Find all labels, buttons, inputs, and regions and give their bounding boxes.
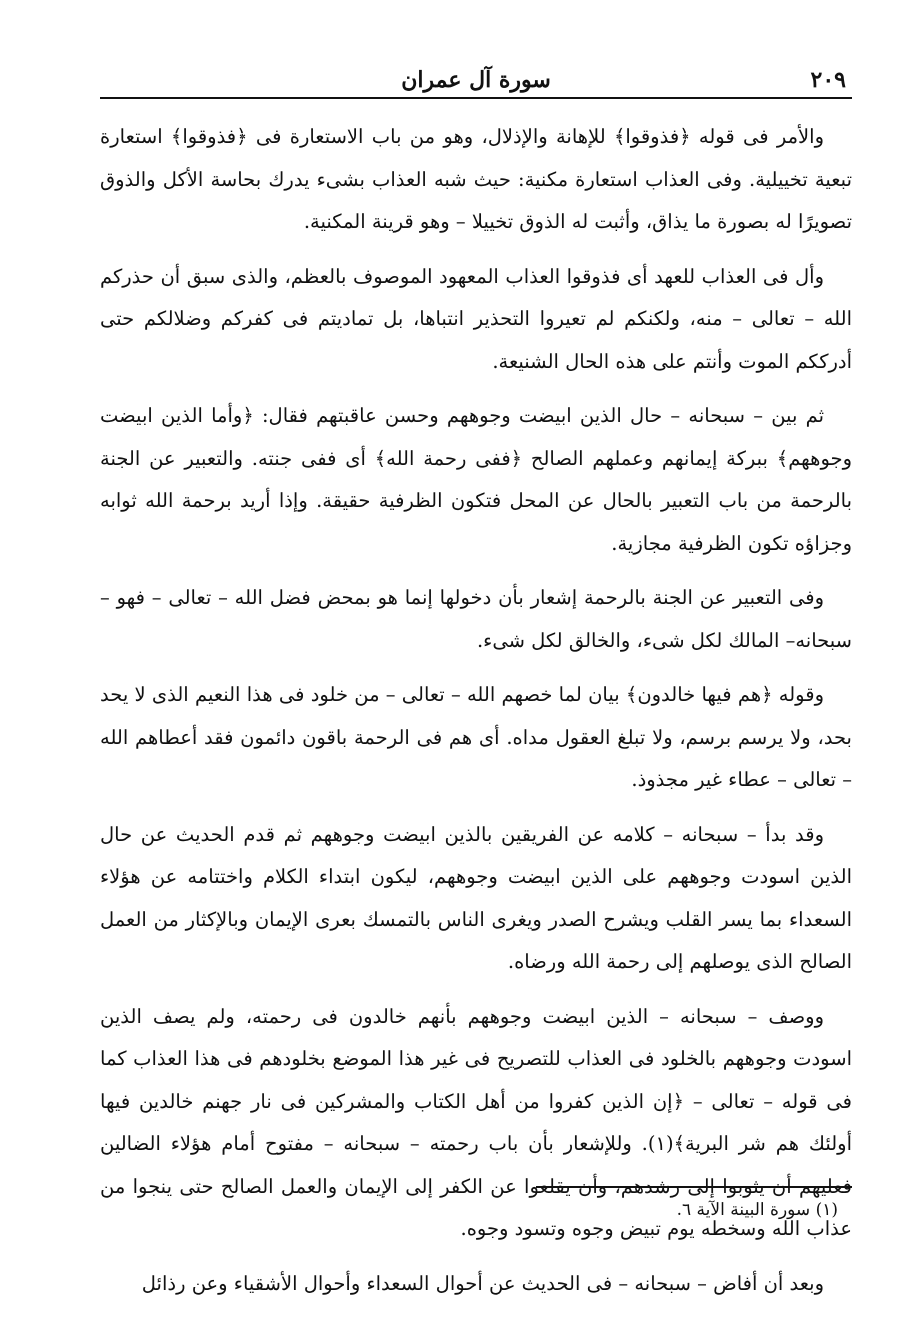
page-number: ٢٠٩ [810, 67, 846, 93]
main-text [100, 116, 852, 1317]
book-page [100, 0, 852, 1313]
paragraph: وفى التعبير عن الجنة بالرحمة إشعار بأن دخولها إنما هو بمحض فضل الله – تعالى – فهو –سبحانه– المالك لكل شىء، والخالق لكل شىء. [100, 586, 852, 652]
footnote-rule [536, 1186, 852, 1188]
paragraph: وقوله ﴿هم فيها خالدون﴾ بيان لما خصهم الله – تعالى – من خلود فى هذا النعيم الذى لا يحد بحد، ولا يرسم برسم، ولا تبلغ العقول مداه. أى هم فى الرحمة باقون دائمون فقد أعطاهم الله – تعالى – عطاء غير مجذوذ. [100, 683, 852, 791]
running-title: سورة آل عمران [401, 67, 551, 93]
paragraph: وقد بدأ – سبحانه – كلامه عن الفريقين بالذين ابيضت وجوههم ثم قدم الحديث عن حال الذين اسودت وجوههم على الذين ابيضت وجوههم، ليكون ابتداء الكلام واختتامه عن هؤلاء السعداء بما يسر القلب ويشرح الصدر ويغرى الناس بالتمسك بعرى الإيمان وبالإكثار من العمل الصالح الذى يوصلهم إلى رحمة الله ورضاه. [100, 822, 852, 973]
header-rule [100, 97, 852, 99]
paragraph: ووصف – سبحانه – الذين ابيضت وجوههم بأنهم خالدون فى رحمته، ولم يصف الذين اسودت وجوههم بالخلود فى العذاب للتصريح فى غير هذا الموضع بخلودهم فى هذا العذاب كما فى قوله – تعالى – ﴿إن الذين كفروا من أهل الكتاب والمشركين فى نار جهنم خالدين فيها أولئك هم شر البرية﴾(١). وللإشعار بأن باب رحمته – سبحانه – مفتوح أمام هؤلاء الضالين فعليهم أن يثوبوا إلى رشدهم، وأن يقلعوا عن الكفر إلى الإيمان والعمل الصالح حتى ينجوا من عذاب الله وسخطه يوم تبيض وجوه وتسود وجوه. [100, 1004, 853, 1240]
footnote: (١) سورة البينة الآية ٦. [676, 1200, 838, 1220]
paragraph: وأل فى العذاب للعهد أى فذوقوا العذاب المعهود الموصوف بالعظم، والذى سبق أن حذركم الله – تعالى – منه، ولكنكم لم تعيروا التحذير انتباها، بل تماديتم فى كفركم وضلالكم حتى أدرككم الموت وأنتم على هذه الحال الشنيعة. [100, 264, 852, 373]
paragraph: والأمر فى قوله ﴿فذوقوا﴾ للإهانة والإذلال، وهو من باب الاستعارة فى ﴿فذوقوا﴾ استعارة تبعية تخييلية. وفى العذاب استعارة مكنية: حيث شبه العذاب بشىء يدرك بحاسة الأكل والذوق تصويرًا له بصورة ما يذاق، وأثبت له الذوق تخييلا – وهو قرينة المكنية. [100, 125, 852, 233]
paragraph: ثم بين – سبحانه – حال الذين ابيضت وجوههم وحسن عاقبتهم فقال: ﴿وأما الذين ابيضت وجوههم﴾ ببركة إيمانهم وعملهم الصالح ﴿ففى رحمة الله﴾ أى ففى جنته. والتعبير عن الجنة بالرحمة من باب التعبير بالحال عن المحل فتكون الظرفية حقيقة. وإذا أريد برحمة الله ثوابه وجزاؤه تكون الظرفية مجازية. [100, 404, 852, 555]
paragraph: وبعد أن أفاض – سبحانه – فى الحديث عن أحوال السعداء وأحوال الأشقياء وعن رذائل [141, 1271, 824, 1295]
page-header [100, 58, 852, 94]
